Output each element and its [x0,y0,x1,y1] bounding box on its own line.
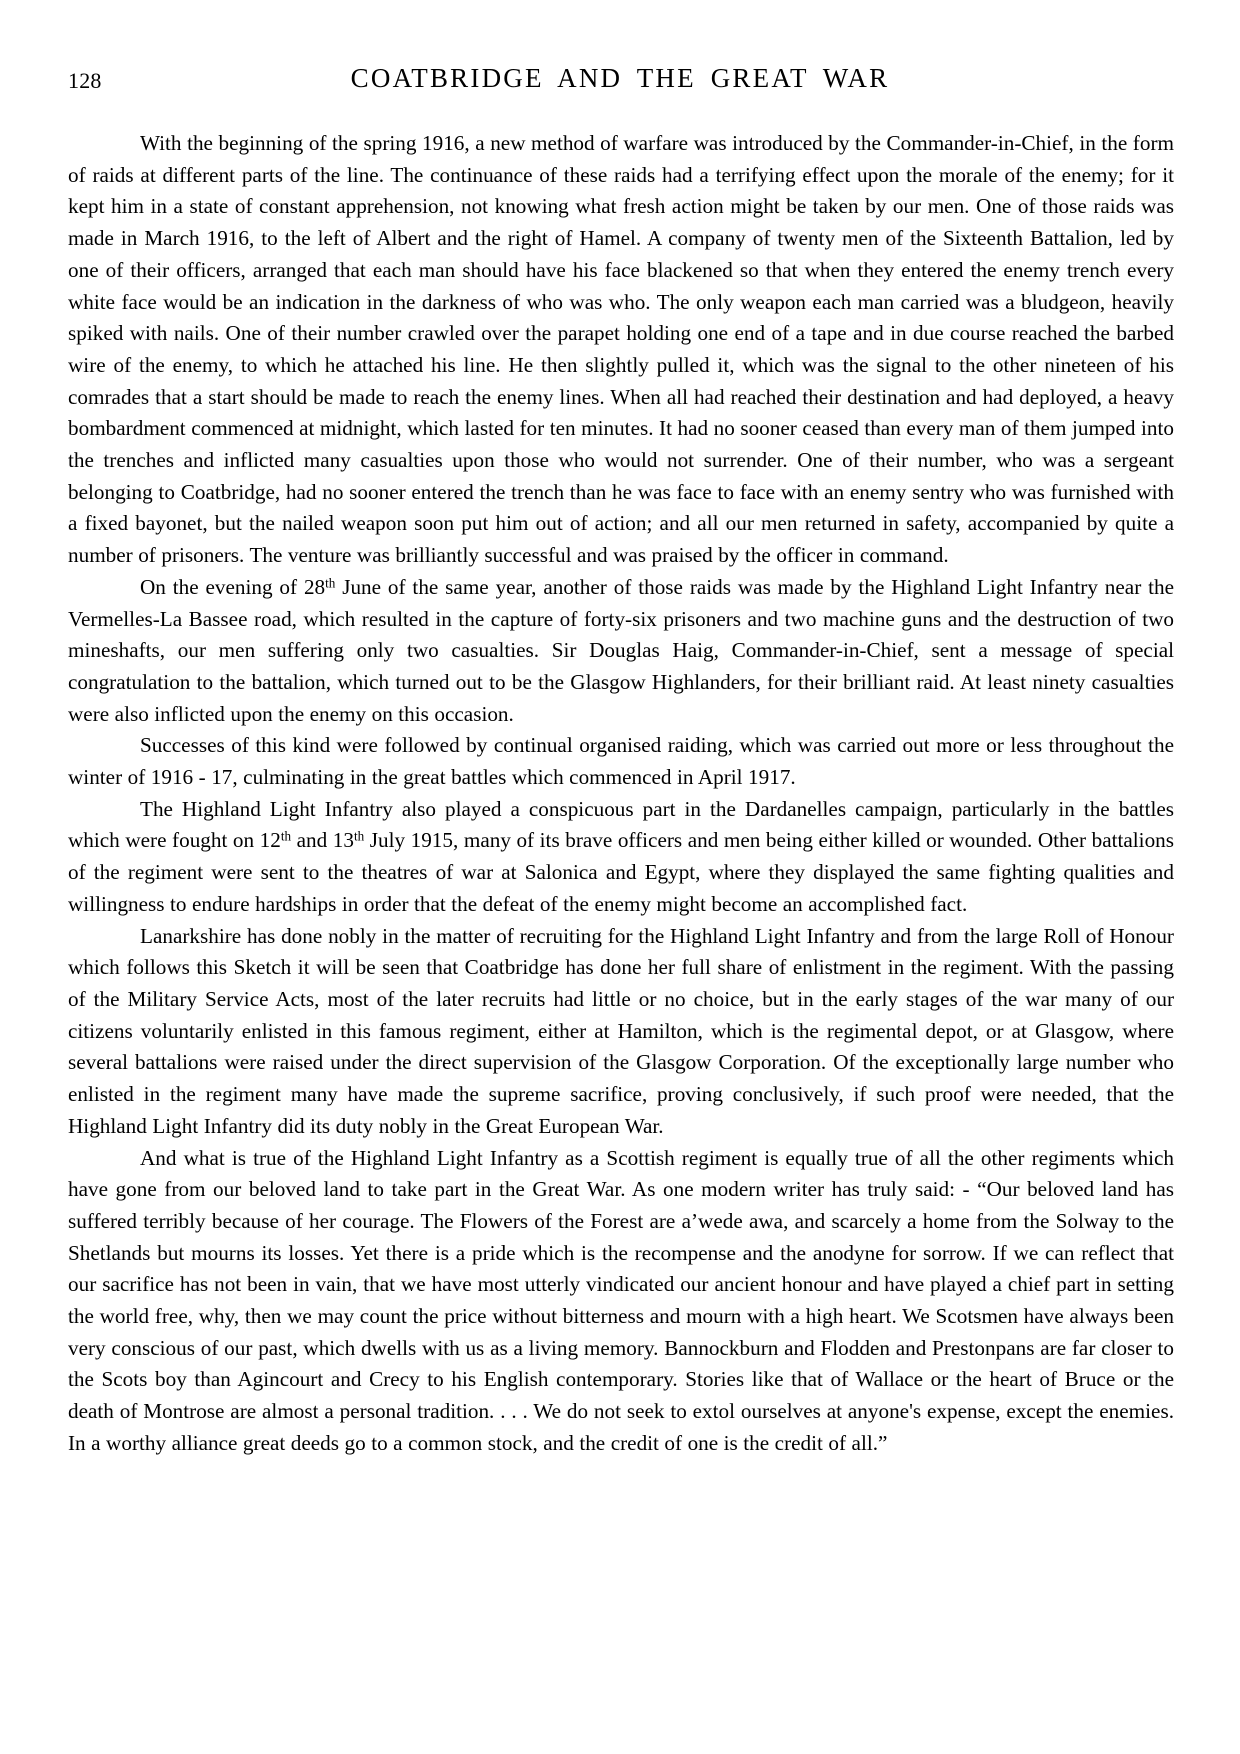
ordinal-suffix: th [353,829,365,845]
para-scottish-regiments-quotation: And what is true of the Highland Light Infantry as a Scottish regiment is equally true of all the other regiments which have gone from our beloved land to take part in the Great War. As one modern writer has truly said: - “Our beloved land has suffered terribly because of her courage. The Flowers of the Forest are a’wede awa, and scarcely a home from the Solway to the Shetlands but mourns its losses. Yet there is a pride which is the recompense and the anodyne for sorrow. If we can reflect that our sacrifice has not been in vain, that we have most utterly vindicated our ancient honour and have played a chief part in setting the world free, why, then we may count the price without bitterness and mourn with a high heart. We Scotsmen have always been very conscious of our past, which dwells with us as a living memory. Bannockburn and Flodden and Prestonpans are far closer to the Scots boy than Agincourt and Crecy to his English contemporary. Stories like that of Wallace or the heart of Bruce or the death of Montrose are almost a personal tradition. . . . We do not seek to extol ourselves at anyone's expense, except the enemies. In a worthy alliance great deeds go to a common stock, and the credit of one is the credit of all.” [68,1145,1174,1455]
running-title: COATBRIDGE AND THE GREAT WAR [350,63,890,93]
page-number: 128 [68,68,102,93]
ordinal-suffix: th [280,829,292,845]
para-spring-1916-raids: With the beginning of the spring 1916, a new method of warfare was introduced by the Commander-in-Chief, in the form of raids at different parts of the line. The continuance of these raids had a terrifying effect upon the morale of the enemy; for it kept him in a state of constant apprehension, not knowing what fresh action might be taken by our men. One of those raids was made in March 1916, to the left of Albert and the right of Hamel. A company of twenty men of the Sixteenth Battalion, led by one of their officers, arranged that each man should have his face blackened so that when they entered the enemy trench every white face would be an indication in the darkness of who was who. The only weapon each man carried was a bludgeon, heavily spiked with nails. One of their number crawled over the parapet holding one end of a tape and in due course reached the barbed wire of the enemy, to which he attached his line. He then slightly pulled it, which was the signal to the other nineteen of his comrades that a start should be made to reach the enemy lines. When all had reached their destination and had deployed, a heavy bombardment commenced at midnight, which lasted for ten minutes. It had no sooner ceased than every man of them jumped into the trenches and inflicted many casualties upon those who would not surrender. One of their number, who was a sergeant belonging to Coatbridge, had no sooner entered the trench than he was face to face with an enemy sentry who was furnished with a fixed bayonet, but the nailed weapon soon put him out of action; and all our men returned in safety, accompanied by quite a number of prisoners. The venture was brilliantly successful and was praised by the officer in command. [68,131,1174,568]
running-head [68,62,1172,102]
para-28th-june-raid: On the evening of 28th June of the same year, another of those raids was made by the Highland Light Infantry near the Vermelles-La Bassee road, which resulted in the capture of forty-six prisoners and two machine guns and the destruction of two mineshafts, our men suffering only two casualties. Sir Douglas Haig, Commander-in-Chief, sent a message of special congratulation to the battalion, which turned out to be the Glasgow Highlanders, for their brilliant raid. At least ninety casualties were also inflicted upon the enemy on this occasion. [68,574,1174,726]
para-dardanelles: The Highland Light Infantry also played a conspicuous part in the Dardanelles campaign, particularly in the battles which were fought on 12th and 13th July 1915, many of its brave officers and men being either killed or wounded. Other battalions of the regiment were sent to the theatres of war at Salonica and Egypt, where they displayed the same fighting qualities and willingness to endure hardships in order that the defeat of the enemy might become an accomplished fact. [68,796,1174,916]
para-lanarkshire-recruiting: Lanarkshire has done nobly in the matter of recruiting for the Highland Light Infantry and from the large Roll of Honour which follows this Sketch it will be seen that Coatbridge has done her full share of enlistment in the regiment. With the passing of the Military Service Acts, most of the later recruits had little or no choice, but in the early stages of the war many of our citizens voluntarily enlisted in this famous regiment, either at Hamilton, which is the regimental depot, or at Glasgow, where several battalions were raised under the direct supervision of the Glasgow Corporation. Of the exceptionally large number who enlisted in the regiment many have made the supreme sacrifice, proving conclusively, if such proof were needed, that the Highland Light Infantry did its duty nobly in the Great European War. [68,923,1174,1138]
ordinal-suffix: th [325,575,336,591]
para-organised-raiding: Successes of this kind were followed by continual organised raiding, which was carried out more or less throughout the winter of 1916 - 17, culminating in the great battles which commenced in April 1917. [68,733,1174,790]
body-text-block [68,128,1174,1460]
